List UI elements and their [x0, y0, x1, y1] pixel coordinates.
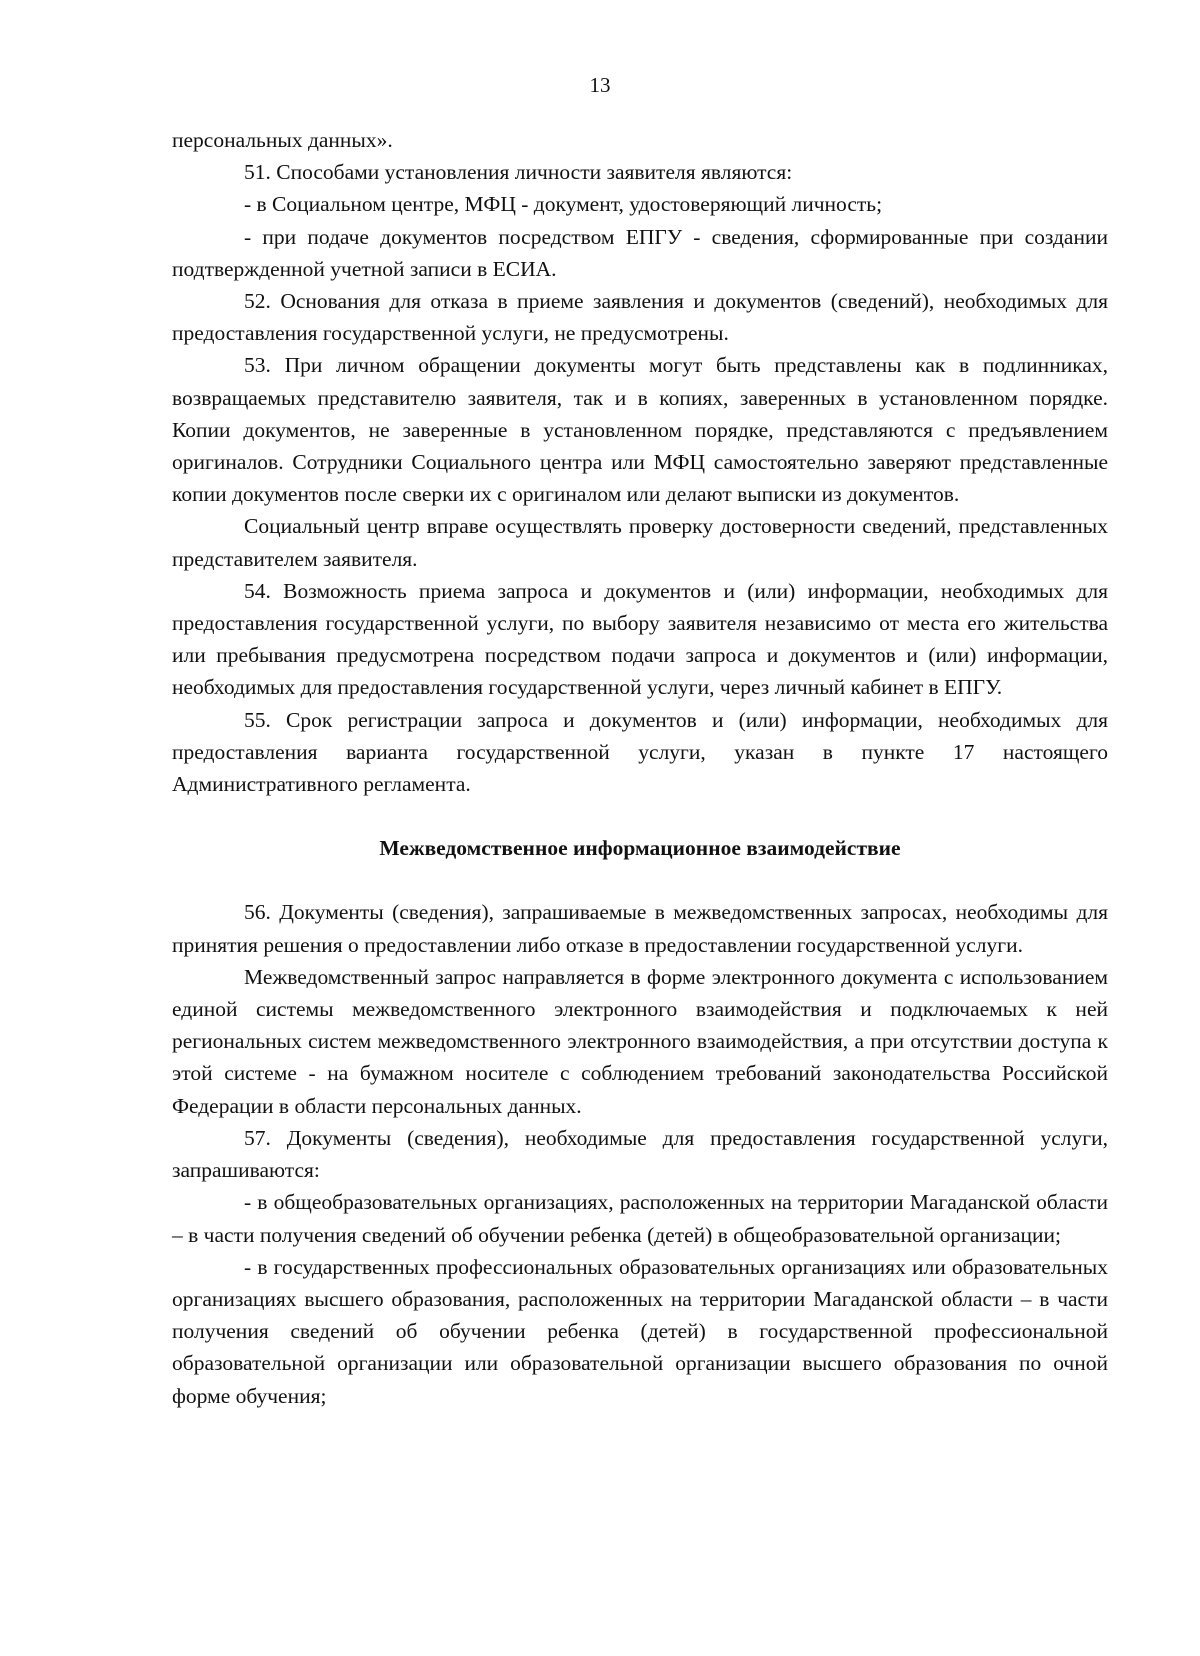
paragraph-56-continued: Межведомственный запрос направляется в форме электронного документа с использованием единой системы межведомственного электронного взаимодействия и подключаемых к ней региональных систем межведомственного электронного взаимодействия, а при отсутствии доступа к этой системе - на бумажном носителе с соблюдением требований законодательства Российской Федерации в области персональных данных.: [172, 964, 1108, 1118]
paragraph-51: 51. Способами установления личности заявителя являются:: [244, 160, 793, 185]
spacer: [172, 864, 1108, 896]
paragraph-continuation: персональных данных».: [172, 128, 393, 152]
paragraph-52: 52. Основания для отказа в приеме заявления и документов (сведений), необходимых для предоставления государственной услуги, не предусмотрены.: [172, 289, 1108, 346]
paragraph-55: 55. Срок регистрации запроса и документов и (или) информации, необходимых для предоставления варианта государственной услуги, указан в пункте 17 настоящего Административного регламента.: [172, 707, 1108, 797]
paragraph-51-item-b: - при подаче документов посредством ЕПГУ - сведения, сформированные при создании подтвержденной учетной записи в ЕСИА.: [172, 224, 1108, 281]
paragraph-57: 57. Документы (сведения), необходимые для предоставления государственной услуги, запрашиваются:: [172, 1125, 1108, 1183]
spacer: [172, 800, 1108, 832]
paragraph-51-item-a: - в Социальном центре, МФЦ - документ, удостоверяющий личность;: [244, 192, 883, 217]
paragraph-53-continued: Социальный центр вправе осуществлять проверку достоверности сведений, представленных представителем заявителя.: [172, 514, 1108, 571]
document-body: [172, 124, 1108, 1412]
section-heading: Межведомственное информационное взаимодействие: [379, 836, 901, 861]
paragraph-56: 56. Документы (сведения), запрашиваемые в межведомственных запросах, необходимы для принятия решения о предоставлении либо отказе в предоставлении государственной услуги.: [172, 900, 1108, 957]
paragraph-54: 54. Возможность приема запроса и документов и (или) информации, необходимых для предоставления государственной услуги, по выбору заявителя независимо от места его жительства или пребывания предусмотрена посредством подачи запроса и документов и (или) информации, необходимых для предоставления государственной услуги, через личный кабинет в ЕПГУ.: [172, 578, 1108, 700]
paragraph-57-item-b: - в государственных профессиональных образовательных организациях или образовательных организациях высшего образования, расположенных на территории Магаданской области – в части получения сведений об обучении ребенка (детей) в государственной профессиональной образовательной организации или образовательной организации высшего образования по очной форме обучения;: [172, 1254, 1108, 1408]
paragraph-53: 53. При личном обращении документы могут быть представлены как в подлинниках, возвращаемых представителю заявителя, так и в копиях, заверенных в установленном порядке. Копии документов, не заверенные в установленном порядке, представляются с предъявлением оригиналов. Сотрудники Социального центра или МФЦ самостоятельно заверяют представленные копии документов после сверки их с оригиналом или делают выписки из документов.: [172, 353, 1108, 507]
paragraph-57-item-a: - в общеобразовательных организациях, расположенных на территории Магаданской области – в части получения сведений об обучении ребенка (детей) в общеобразовательной организации;: [172, 1190, 1108, 1247]
page-number: 13: [589, 73, 611, 97]
